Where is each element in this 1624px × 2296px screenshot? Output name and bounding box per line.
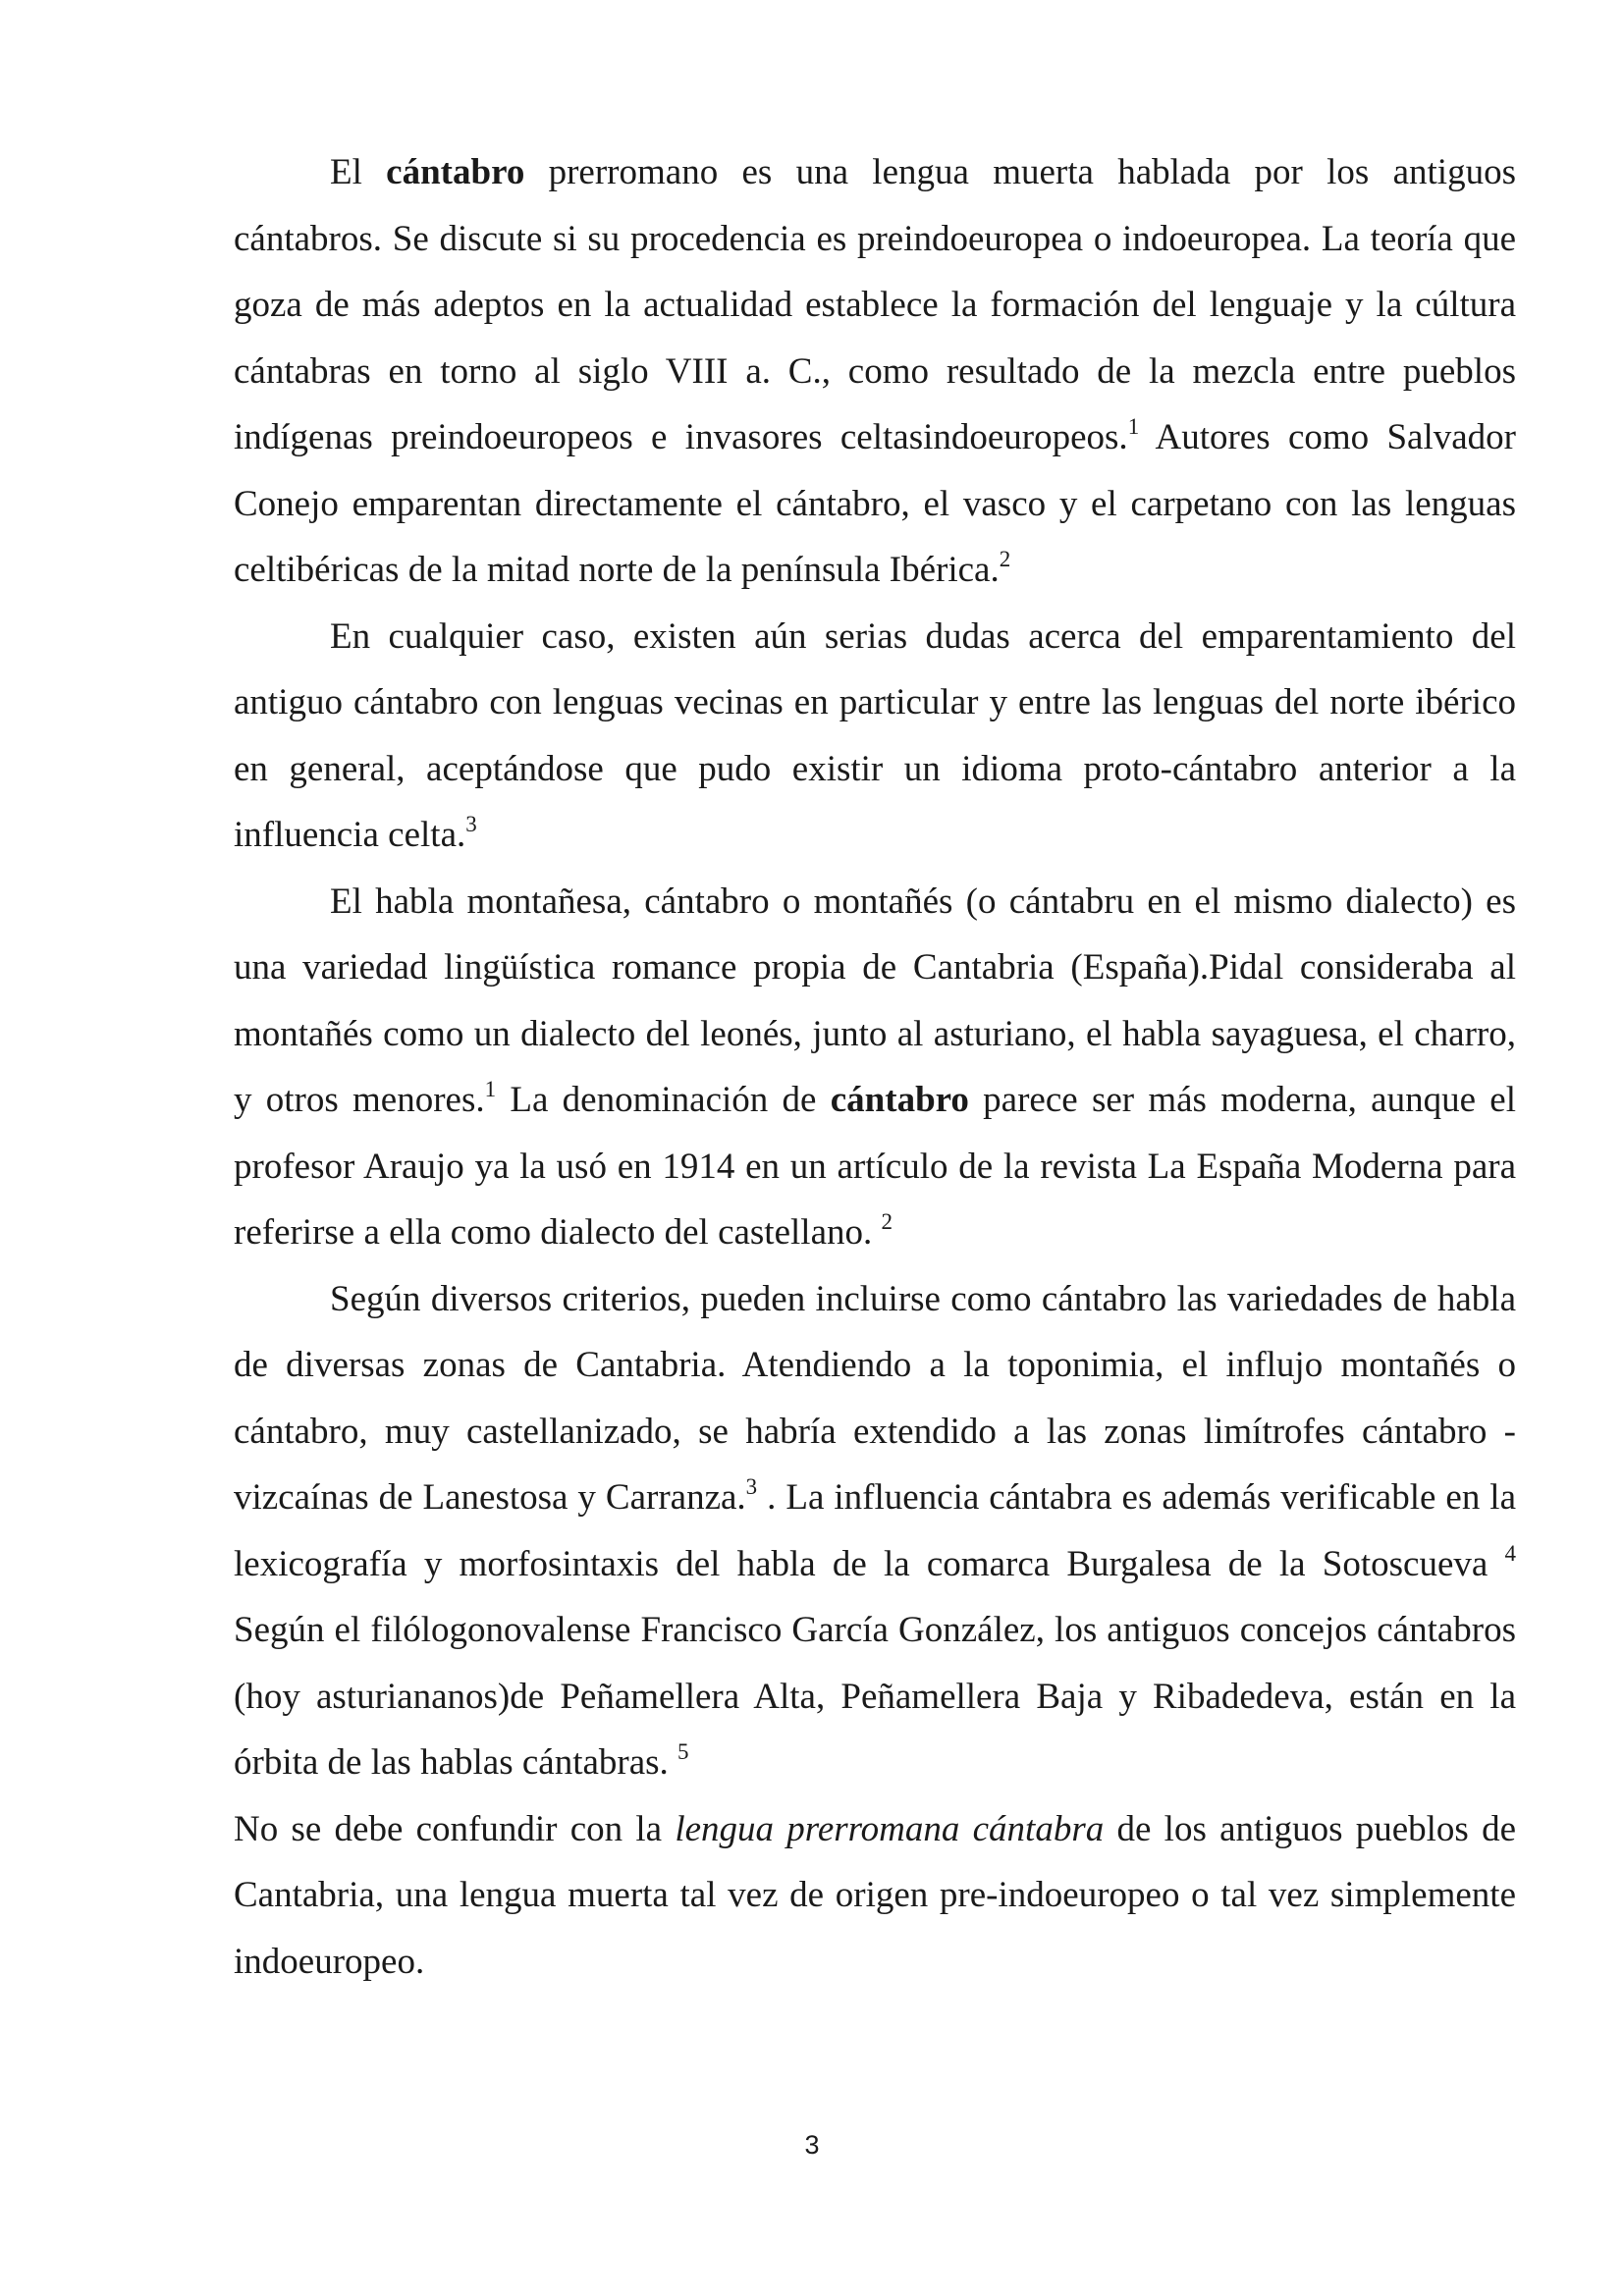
footnote-ref: 1: [484, 1077, 497, 1101]
text-run: Autores como Salvador Conejo emparentan directamente el cántabro, el vasco y el carpetano con las lenguas celtibéricas de la mitad norte de la península Ibérica.: [234, 417, 1516, 590]
text-run: parece ser más moderna, aunque el profesor Araujo ya la usó en 1914 en un artículo de la revista La España Moderna para referirse a ella como dialecto del castellano.: [234, 1080, 1516, 1253]
bold-term: cántabro: [830, 1080, 969, 1120]
footnote-ref: 1: [1127, 414, 1140, 439]
footnote-ref: 2: [999, 547, 1011, 571]
italic-term: lengua prerromana cántabra: [675, 1808, 1105, 1849]
footnote-ref: 3: [465, 812, 477, 836]
footnote-ref: 2: [881, 1209, 893, 1234]
footnote-ref: 3: [745, 1474, 758, 1499]
text-run: El: [330, 152, 387, 192]
paragraph-3: [234, 869, 1516, 1266]
footnote-ref: 4: [1504, 1540, 1516, 1566]
page-number: 3: [804, 2130, 820, 2160]
text-run: prerromano es una lengua muerta hablada por los antiguos cántabros. Se discute si su procedencia es preindoeuropea o indoeuropea. La teoría que goza de más adeptos en la actualidad establece la formación del lenguaje y la cúltura cántabras en torno al siglo VIII a. C., como resultado de la mezcla entre pueblos indígenas preindoeuropeos e invasores celtasindoeuropeos.: [234, 152, 1516, 457]
paragraph-4: [234, 1266, 1516, 1796]
paragraph-2: [234, 604, 1516, 869]
paragraph-5: [234, 1796, 1516, 1996]
bold-term: cántabro: [386, 152, 525, 192]
text-run: Según el filólogonovalense Francisco García González, los antiguos concejos cántabros (hoy asturiananos)de Peñamellera Alta, Peñamellera Baja y Ribadedeva, están en la órbita de las hablas cántabras.: [234, 1610, 1516, 1783]
text-run: No se debe confundir con la: [234, 1808, 676, 1849]
text-run: La denominación de: [496, 1080, 831, 1120]
paragraph-1: [234, 139, 1516, 604]
text-run: En cualquier caso, existen aún serias dudas acerca del emparentamiento del antiguo cántabro con lenguas vecinas en particular y entre las lenguas del norte ibérico en general, aceptándose que pudo existir un idioma proto-cántabro anterior a la influencia celta.: [234, 615, 1516, 855]
text-run: . La influencia cántabra es además verificable en la lexicografía y morfosintaxis del habla de la comarca Burgalesa de la Sotoscueva: [234, 1477, 1516, 1584]
body-text: [234, 139, 1516, 1995]
text-run: El habla montañesa, cántabro o montañés (o cántabru en el mismo dialecto) es una variedad lingüística romance propia de Cantabria (España).Pidal consideraba al montañés como un dialecto del leonés, junto al asturiano, el habla sayaguesa, el charro, y otros menores.: [234, 881, 1516, 1120]
text-run: Según diversos criterios, pueden incluirse como cántabro las variedades de habla de diversas zonas de Cantabria. Atendiendo a la toponimia, el influjo montañés o cántabro, muy castellanizado, se habría extendido a las zonas limítrofes cántabro -vizcaínas de Lanestosa y Carranza.: [234, 1278, 1516, 1518]
footnote-ref: 5: [677, 1739, 689, 1764]
text-run: de los antiguos pueblos de Cantabria, una lengua muerta tal vez de origen pre-indoeuropeo o tal vez simplemente indoeuropeo.: [234, 1808, 1516, 1982]
